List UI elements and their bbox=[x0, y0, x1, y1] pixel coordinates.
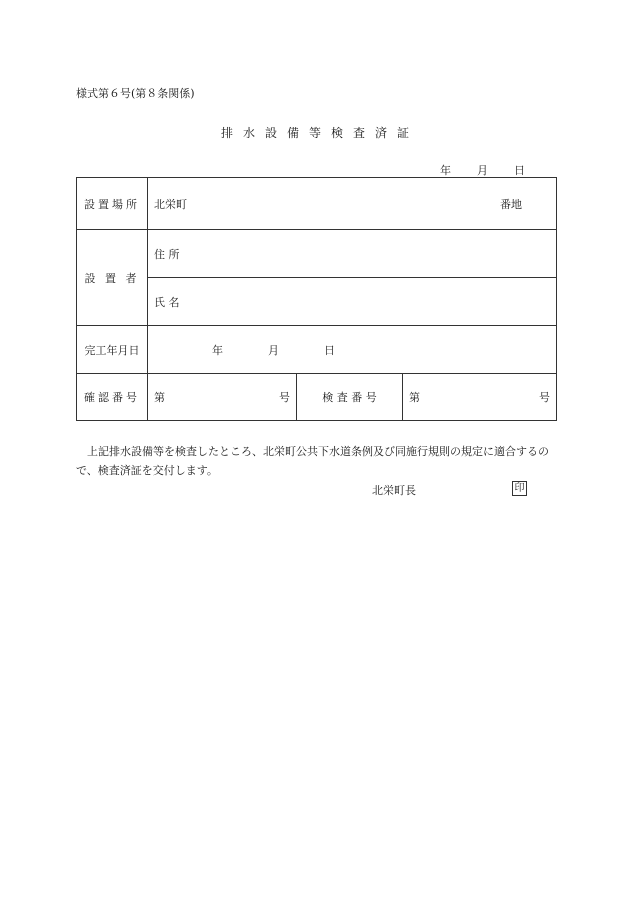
confirm-suffix: 号 bbox=[279, 391, 290, 404]
signer: 北栄町長 bbox=[372, 484, 416, 497]
completion-year: 年 bbox=[212, 343, 223, 357]
certificate-table bbox=[76, 177, 557, 421]
form-number: 様式第６号(第８条関係) bbox=[76, 87, 195, 100]
location-row bbox=[77, 178, 557, 230]
completion-month: 月 bbox=[268, 343, 279, 357]
location-label: 設置場所 bbox=[77, 178, 148, 230]
completion-day: 日 bbox=[324, 343, 335, 357]
name-field[interactable] bbox=[148, 278, 557, 326]
issue-day: 日 bbox=[514, 164, 525, 177]
confirm-number-field[interactable] bbox=[148, 374, 297, 421]
installer-label: 設 置 者 bbox=[77, 230, 148, 326]
inspect-number-field[interactable] bbox=[403, 374, 557, 421]
issue-date bbox=[440, 162, 525, 178]
location-value[interactable] bbox=[148, 178, 557, 230]
completion-date-field[interactable] bbox=[148, 326, 557, 374]
confirm-prefix: 第 bbox=[154, 391, 165, 404]
inspect-prefix: 第 bbox=[409, 391, 420, 404]
inspect-label-text: 検 査 番 号 bbox=[322, 391, 377, 404]
location-town: 北栄町 bbox=[154, 197, 187, 211]
completion-label: 完工年月日 bbox=[77, 326, 148, 374]
completion-row bbox=[77, 326, 557, 374]
number-row bbox=[77, 374, 557, 421]
address-field[interactable] bbox=[148, 230, 557, 278]
seal-mark: 印 bbox=[512, 481, 527, 496]
inspect-suffix: 号 bbox=[539, 391, 550, 404]
issue-year: 年 bbox=[440, 164, 451, 177]
address-label: 住 所 bbox=[154, 247, 180, 261]
inspect-label bbox=[297, 374, 403, 421]
document-title: 排水設備等検査済証 bbox=[220, 126, 419, 140]
name-label: 氏 名 bbox=[154, 295, 180, 309]
installer-address-row bbox=[77, 230, 557, 278]
location-suffix: 番地 bbox=[500, 197, 522, 211]
issue-month: 月 bbox=[477, 164, 488, 177]
body-text: 上記排水設備等を検査したところ、北栄町公共下水道条例及び同施行規則の規定に適合するので、検査済証を交付します。 bbox=[76, 445, 549, 477]
confirm-label: 確認番号 bbox=[77, 374, 148, 421]
installer-name-row bbox=[77, 278, 557, 326]
